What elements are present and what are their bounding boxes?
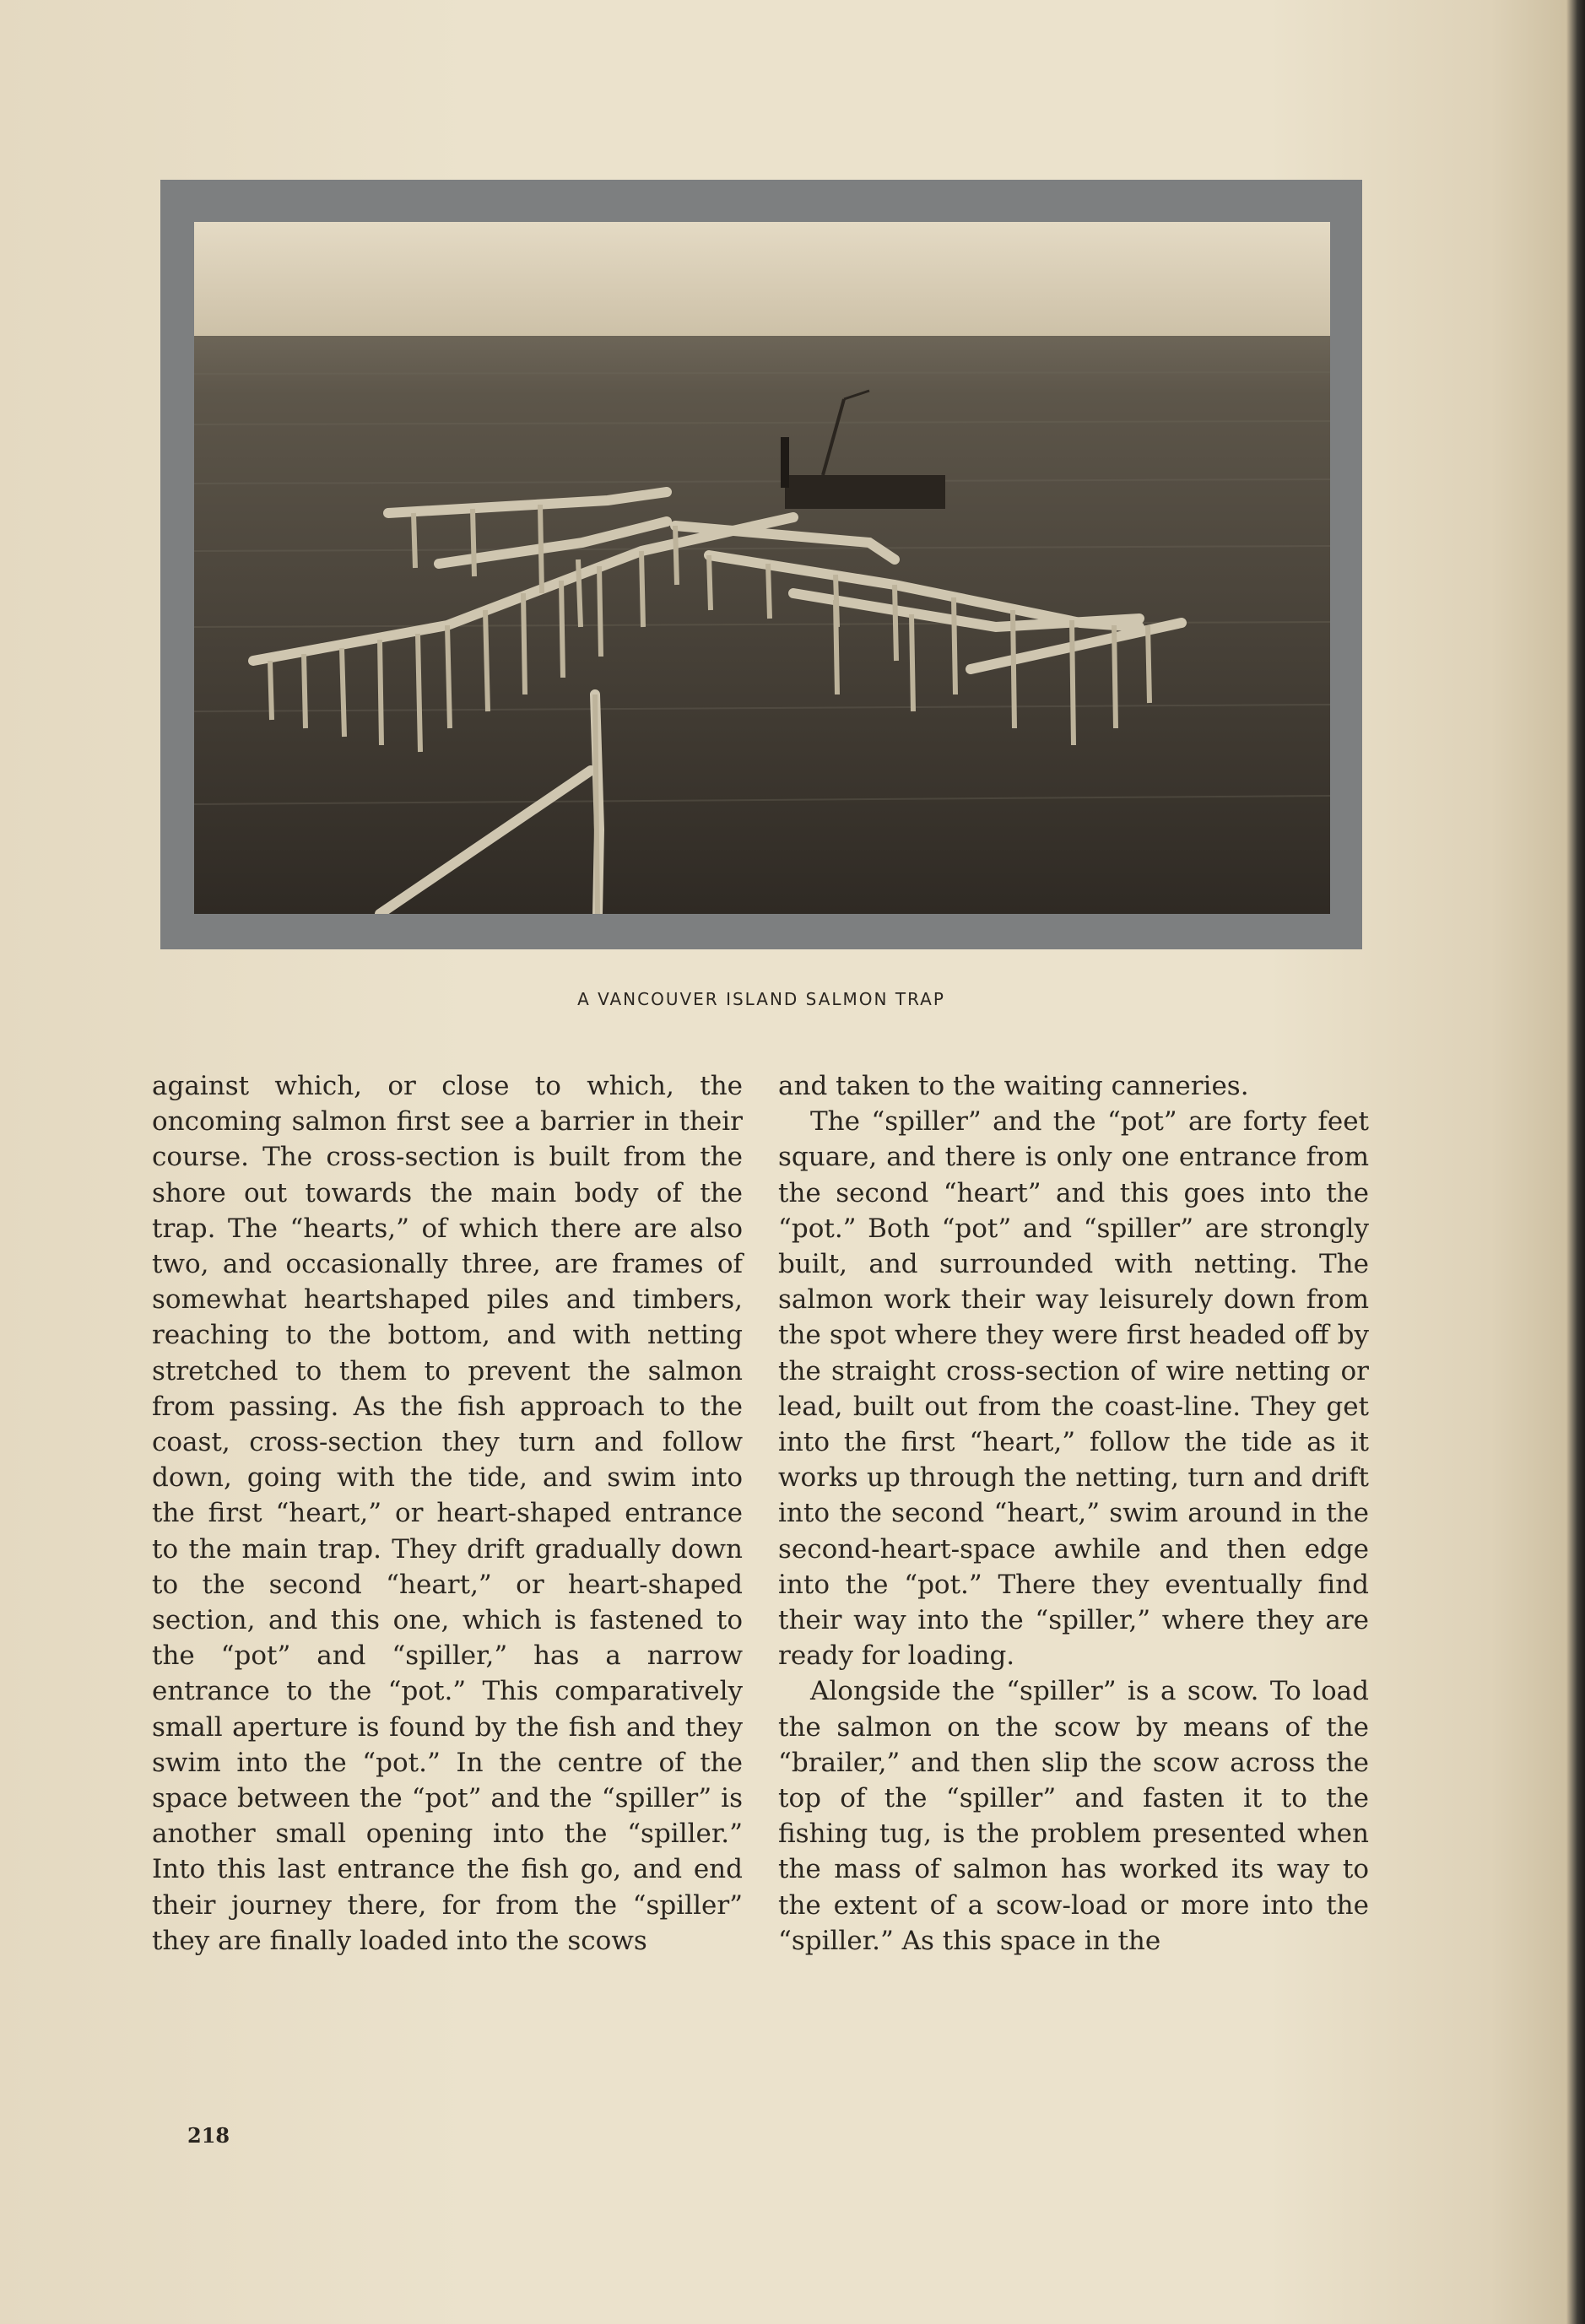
figure-caption: A VANCOUVER ISLAND SALMON TRAP [577,989,945,1009]
paragraph: and taken to the waiting canneries. [778,1071,1249,1101]
salmon-trap-illustration [194,222,1330,914]
sky [194,222,1330,336]
paragraph: Alongside the “spiller” is a scow. To load the salmon on the scow by means of the “brailer,” and then slip the scow across the top of the “spiller” and fasten it to the fishing tug, is the problem presented when the mass of salmon has worked its way to the extent of a scow-load or more into the “spiller.” As this space in the [778,1676,1369,1956]
paragraph: against which, or close to which, the oncoming salmon first see a barrier in their course. The cross-section is built from the shore out towards the main body of the trap. The “hearts,” of which there are also two, and occasionally three, are frames of somewhat heartshaped piles and timbers, reaching to the bottom, and with netting stretched to them to prevent the salmon from passing. As the fish approach to the coast, cross-section they turn and follow down, going with the tide, and swim into the first “heart,” or heart-shaped entrance to the main trap. They drift gradually down to the second “heart,” or heart-shaped section, and this one, which is fastened to the “pot” and “spiller,” has a narrow entrance to the “pot.” This comparatively small aperture is found by the fish and they swim into the “pot.” In the centre of the space between the “pot” and the “spiller” is another small opening into the “spiller.” Into this last entrance the fish go, and end their journey there, for from the “spiller” they are finally loaded into the scows [152,1071,743,1956]
salmon-trap-photo [194,222,1330,914]
text-column-right [778,1068,1369,1959]
page-edge-shadow [1566,0,1585,2324]
paragraph: The “spiller” and the “pot” are forty feet square, and there is only one entrance from the second “heart” and this goes into the “pot.” Both “pot” and “spiller” are strongly built, and surrounded with netting. The salmon work their way leisurely down from the spot where they were first headed off by the straight cross-section of wire netting or lead, built out from the coast-line. They get into the first “heart,” follow the tide as it works up through the netting, turn and drift into the second “heart,” swim around in the second-heart-space awhile and then edge into the “pot.” There they eventually find their way into the “spiller,” where they are ready for loading. [778,1106,1369,1672]
photo-plate [160,180,1362,949]
text-column-left [152,1068,743,1959]
page-number: 218 [187,2123,230,2148]
